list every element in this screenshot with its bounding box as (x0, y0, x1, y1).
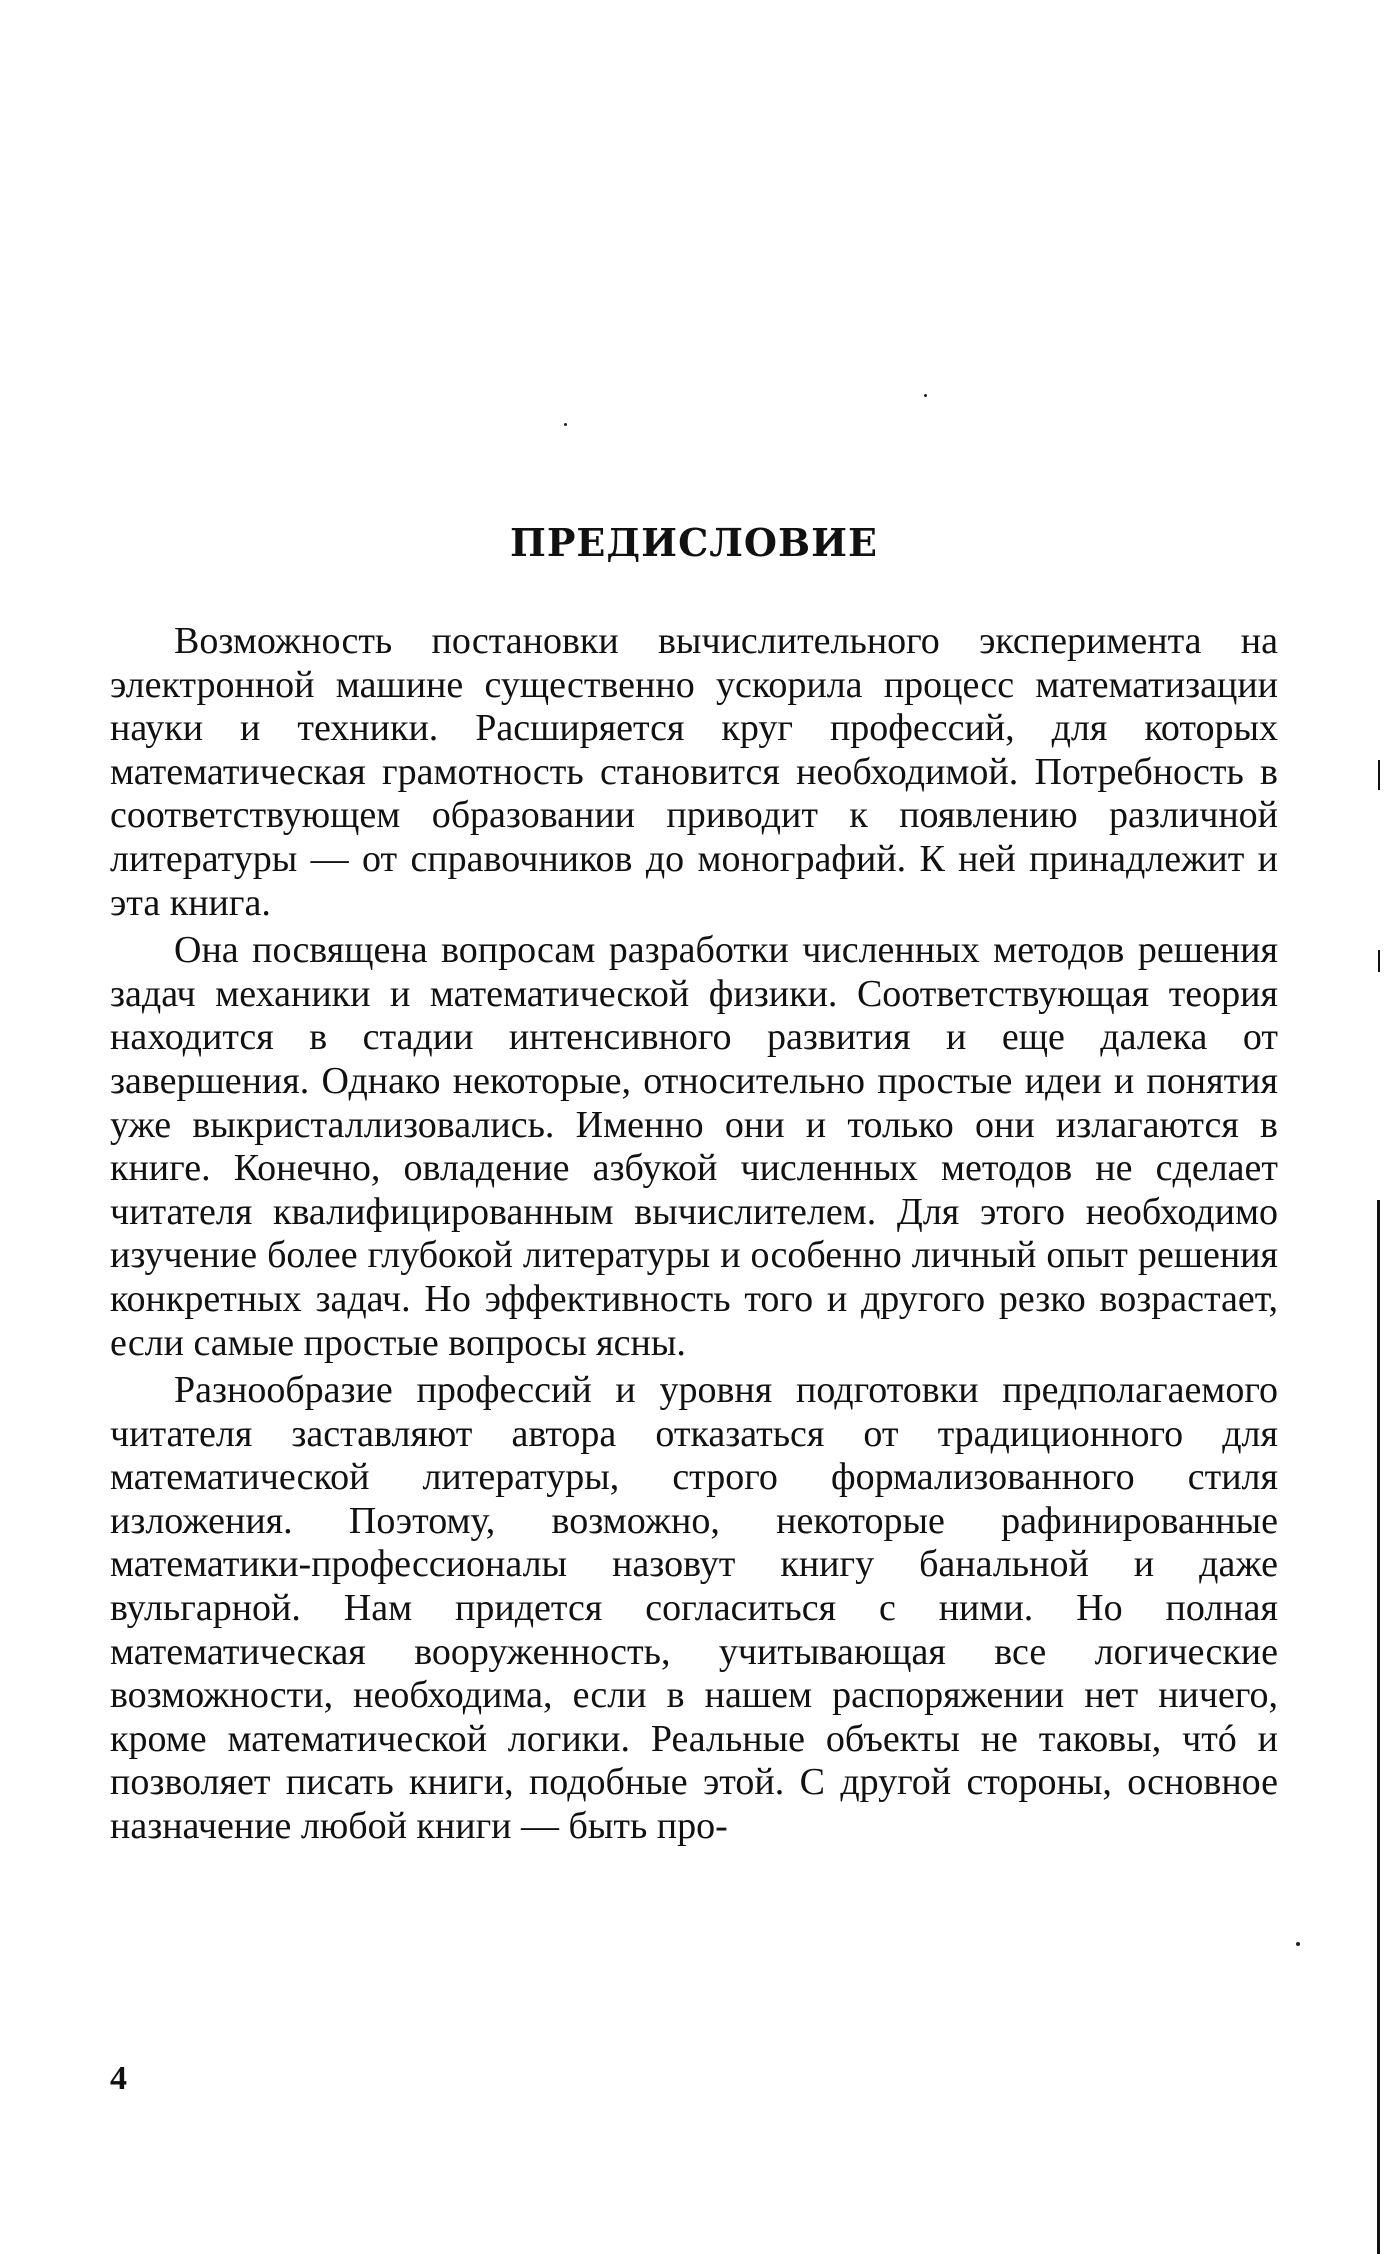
scan-speck (1296, 1942, 1300, 1946)
paragraph-3: Разнообразие профессий и уровня подготовки предполагаемого читателя заставляют автора отказаться от традиционного для математической литературы, строго формализованного стиля изложения. Поэтому, возможно, некоторые рафинированные математики-профессионалы назовут книгу банальной и даже вульгарной. Нам придется согласиться с ними. Но полная математическая вооруженность, учитывающая все логические возможности, необходима, если в нашем распоряжении нет ничего, кроме математической логики. Реальные объекты не таковы, чтó и позволяет писать книги, подобные этой. С другой стороны, основное назначение любой книги — быть про- (110, 1369, 1278, 1848)
paragraph-1: Возможность постановки вычислительного эксперимента на электронной машине существенно ускорила процесс математизации науки и техники. Расширяется круг профессий, для которых математическая грамотность становится необходимой. Потребность в соответствующем образовании приводит к появлению различной литературы — от справочников до монографий. К ней принадлежит и эта книга. (110, 620, 1278, 924)
scan-edge-mark (1377, 1200, 1380, 2254)
scan-edge-mark (1378, 950, 1380, 972)
page-title: ПРЕДИСЛОВИЕ (509, 520, 879, 565)
scan-speck (924, 394, 927, 397)
page-number: 4 (110, 2060, 127, 2097)
scan-speck (564, 423, 567, 426)
body-text (110, 620, 1278, 1853)
scan-edge-mark (1378, 760, 1380, 790)
paragraph-2: Она посвящена вопросам разработки численных методов решения задач механики и математической физики. Соответствующая теория находится в стадии интенсивного развития и еще далека от завершения. Однако некоторые, относительно простые идеи и понятия уже выкристаллизовались. Именно они и только они излагаются в книге. Конечно, овладение азбукой численных методов не сделает читателя квалифицированным вычислителем. Для этого необходимо изучение более глубокой литературы и особенно личный опыт решения конкретных задач. Но эффективность того и другого резко возрастает, если самые простые вопросы ясны. (110, 929, 1278, 1364)
